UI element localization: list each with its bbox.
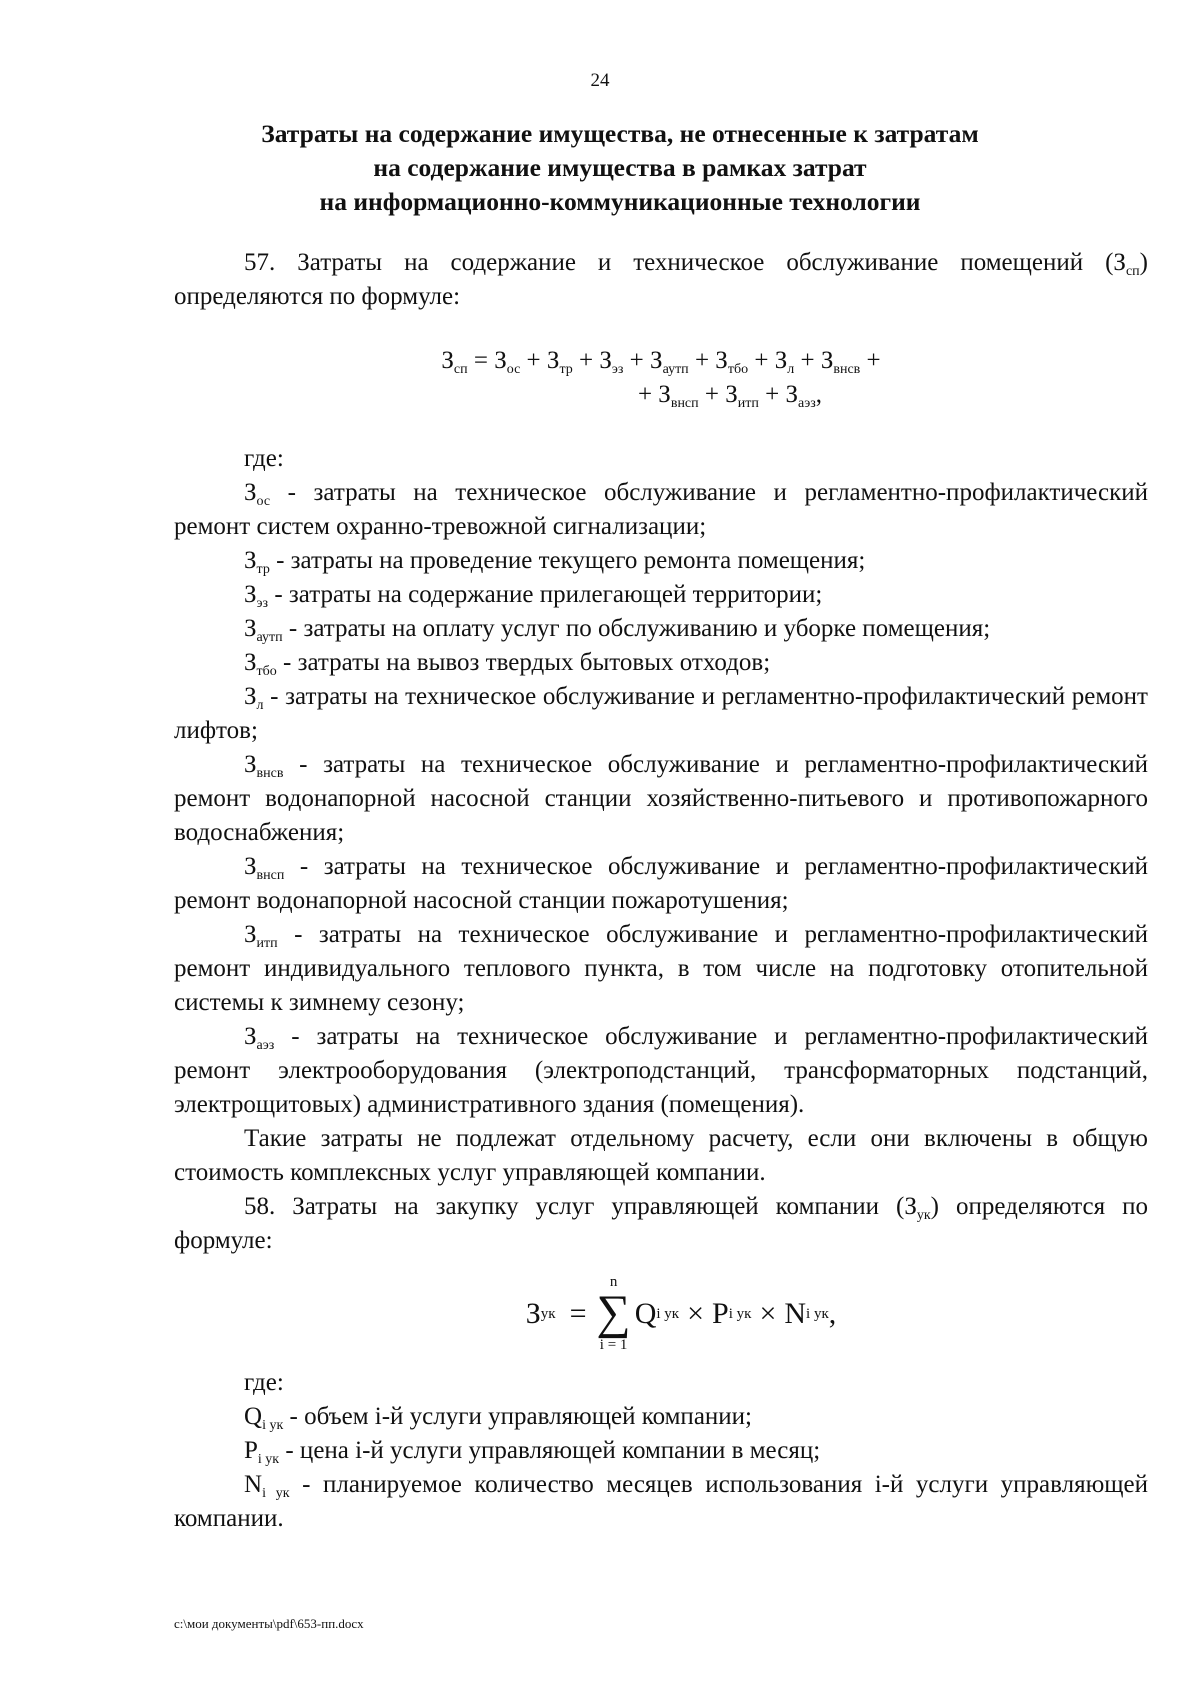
definitions-list bbox=[174, 476, 1148, 1122]
formula-zsp bbox=[174, 344, 1148, 412]
definition-item: $З_{аэз}$ - затраты на техническое обслуживание и регламентно-профилактический ремонт электрооборудования (электроподстанций, трансформаторных подстанций, электрощитовых) административного здания (помещения). bbox=[174, 1023, 1148, 1118]
definition-item: $P_{i ук}$ - цена i-й услуги управляющей компании в месяц; bbox=[244, 1437, 821, 1467]
where-label-2: где: bbox=[244, 1369, 284, 1396]
where-label: где: bbox=[244, 445, 284, 472]
definition-item: $З_{итп}$ - затраты на техническое обслуживание и регламентно-профилактический ремонт индивидуального теплового пункта, в том числе на подготовку отопительной системы к зимнему сезону; bbox=[174, 921, 1148, 1016]
page-number: 24 bbox=[590, 70, 610, 91]
definition-item: $N_{i ук}$ - планируемое количество месяцев использования i-й услуги управляющей компании. bbox=[174, 1471, 1149, 1532]
definition-item: $З_{внсв}$ - затраты на техническое обслуживание и регламентно-профилактический ремонт водонапорной насосной станции хозяйственно-питьевого и противопожарного водоснабжения; bbox=[174, 751, 1148, 846]
definition-item: $З_л$ - затраты на техническое обслуживание и регламентно-профилактический ремонт лифтов; bbox=[174, 683, 1148, 744]
definitions-list-2 bbox=[174, 1400, 1148, 1536]
definition-item: $Q_{i ук}$ - объем i-й услуги управляющей компании; bbox=[244, 1403, 752, 1433]
definition-item: $З_{ос}$ - затраты на техническое обслуживание и регламентно-профилактический ремонт систем охранно-тревожной сигнализации; bbox=[174, 479, 1148, 540]
section-heading bbox=[160, 117, 1080, 219]
paragraph-58: 58. Затраты на закупку услуг управляющей компании $(З_{ук})$ определяются по формуле: bbox=[174, 1193, 1148, 1254]
definition-item: $З_{внсп}$ - затраты на техническое обслуживание и регламентно-профилактический ремонт водонапорной насосной станции пожаротушения; bbox=[174, 853, 1148, 914]
note-paragraph: Такие затраты не подлежат отдельному расчету, если они включены в общую стоимость комплексных услуг управляющей компании. bbox=[174, 1125, 1148, 1186]
document-body bbox=[174, 246, 1148, 1536]
paragraph-57: 57. Затраты на содержание и техническое обслуживание помещений $(З_{сп})$ определяются по формуле: bbox=[174, 249, 1148, 310]
heading-line-3: на информационно-коммуникационные технологии bbox=[319, 187, 921, 216]
definition-item: $З_{тр}$ - затраты на проведение текущего ремонта помещения; bbox=[244, 547, 866, 577]
formula-zsp-line-1: $З_{сп} = З_{ос} + З_{тр} + З_{эз} + З_{аутп} + З_{тбо} + З_л + З_{внсв}$ + bbox=[441, 347, 881, 377]
definition-item: $З_{тбо}$ - затраты на вывоз твердых бытовых отходов; bbox=[244, 649, 771, 679]
heading-line-1: Затраты на содержание имущества, не отнесенные к затратам bbox=[261, 119, 979, 148]
definition-item: $З_{эз}$ - затраты на содержание прилегающей территории; bbox=[244, 581, 823, 611]
formula-zuk: З ук = n ∑ i = 1 Q i ук × P i ук × N i ук , bbox=[525, 1274, 837, 1353]
definition-item: $З_{аутп}$ - затраты на оплату услуг по обслуживанию и уборке помещения; bbox=[244, 615, 991, 645]
sum-symbol: n ∑ i = 1 bbox=[596, 1274, 631, 1353]
heading-line-2: на содержание имущества в рамках затрат bbox=[373, 153, 867, 182]
formula-zsp-line-2: + $З_{внсп} + З_{итп} + З_{аэз}$, bbox=[637, 381, 823, 411]
file-path-footer: c:\мои документы\pdf\653-пп.docx bbox=[174, 1616, 364, 1631]
